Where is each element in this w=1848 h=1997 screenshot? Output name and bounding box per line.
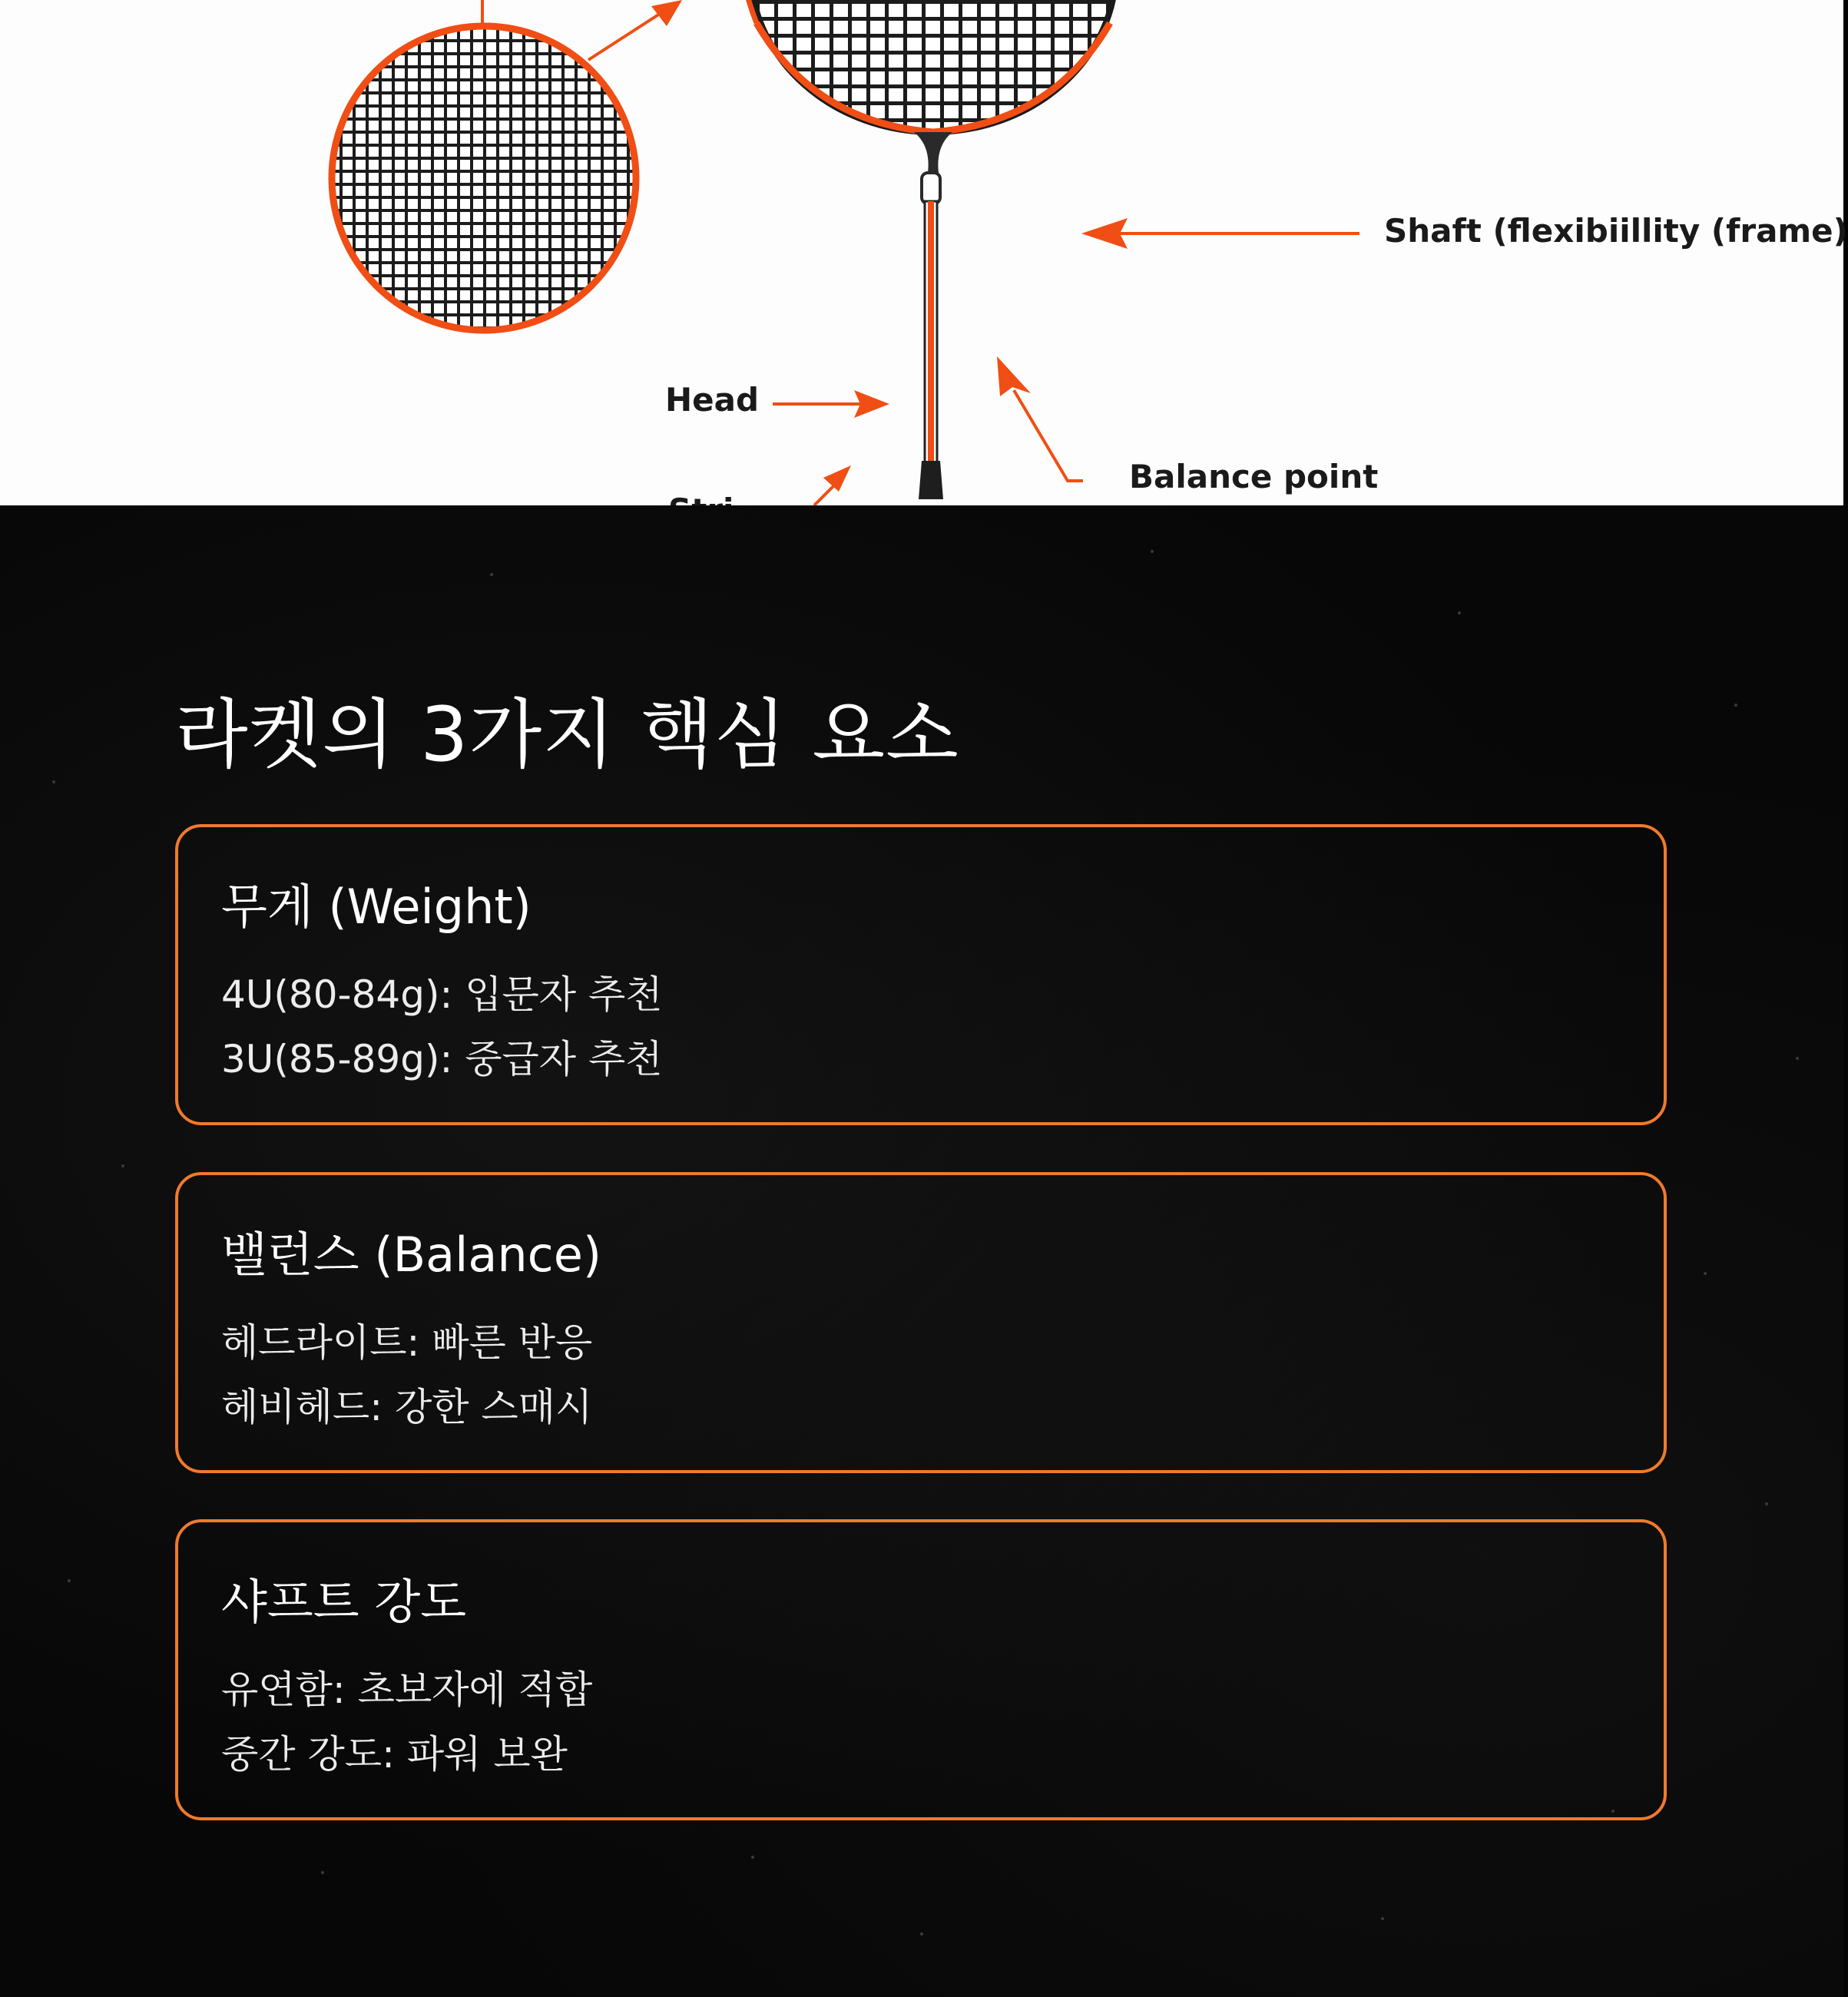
key-elements-section [0, 505, 1843, 1997]
card-line: 유연함: 초보자에 적합 [221, 1667, 593, 1712]
head-arrow [773, 390, 889, 418]
zoom-arrow [588, 0, 682, 60]
card-line: 헤비헤드: 강한 스매시 [221, 1385, 593, 1429]
shaft-arrow [1081, 218, 1360, 249]
weight-card [175, 824, 1667, 1125]
card-title: 밸런스 (Balance) [221, 1227, 602, 1283]
racket-head [737, 0, 1137, 146]
string-zoom-circle [323, 15, 645, 346]
shaft-stiffness-card [175, 1519, 1667, 1820]
head-label: Head [665, 381, 760, 419]
card-line: 4U(80-84g): 입문자 추천 [221, 972, 663, 1017]
racket-shaft [914, 132, 952, 499]
racket-diagram [0, 0, 1848, 505]
card-title: 샤프트 강도 [221, 1574, 467, 1630]
racket-illustration [0, 0, 1843, 505]
balance-arrow [997, 356, 1083, 481]
card-title: 무게 (Weight) [221, 879, 532, 935]
balance-card [175, 1172, 1667, 1473]
card-line: 헤드라이트: 빠른 반응 [221, 1320, 593, 1365]
card-line: 중간 강도: 파워 보완 [221, 1732, 568, 1777]
section-title: 라켓의 3가지 핵심 요소 [175, 691, 959, 779]
balance-point-label: Balance point [1129, 458, 1379, 495]
strings-arrow [814, 465, 851, 505]
shaft-label: Shaft (flexibiillity (frame) [1384, 212, 1848, 250]
card-line: 3U(85-89g): 중급자 추천 [221, 1037, 663, 1081]
